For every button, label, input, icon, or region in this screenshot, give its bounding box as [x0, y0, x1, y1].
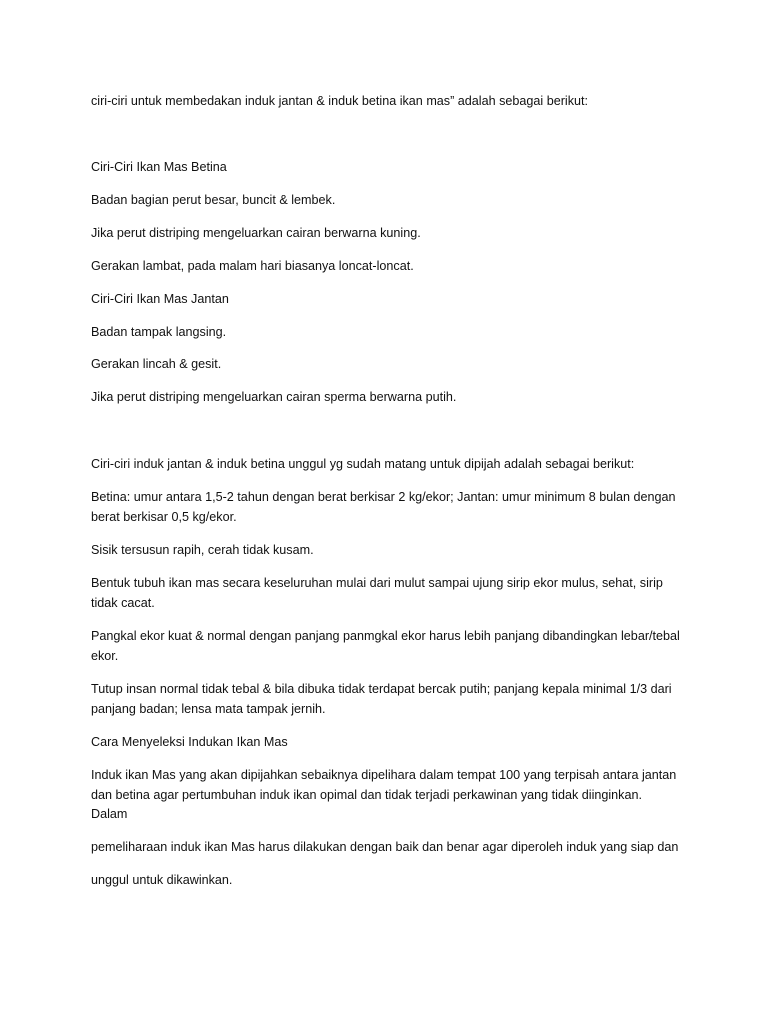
intro-paragraph: ciri-ciri untuk membedakan induk jantan & induk betina ikan mas” adalah sebagai berikut:: [91, 94, 589, 108]
jantan-heading: Ciri-Ciri Ikan Mas Jantan: [91, 292, 229, 306]
seleksi-paragraph: Induk ikan Mas yang akan dipijahkan sebaiknya dipelihara dalam tempat 100 yang terpisah antara jantan dan betina agar pertumbuhan induk ikan opimal dan tidak terjadi perkawinan yang tidak diinginkan. Dalam: [91, 768, 677, 821]
jantan-item: Jika perut distriping mengeluarkan cairan sperma berwarna putih.: [91, 390, 457, 404]
pemeliharaan-line: pemeliharaan induk ikan Mas harus dilakukan dengan baik dan benar agar diperoleh induk yang siap dan: [91, 840, 679, 854]
final-line: unggul untuk dikawinkan.: [91, 873, 233, 887]
unggul-intro: Ciri-ciri induk jantan & induk betina unggul yg sudah matang untuk dipijah adalah sebagai berikut:: [91, 457, 635, 471]
betina-heading: Ciri-Ciri Ikan Mas Betina: [91, 160, 227, 174]
betina-item: Badan bagian perut besar, buncit & lembek.: [91, 193, 336, 207]
seleksi-heading: Cara Menyeleksi Indukan Ikan Mas: [91, 735, 288, 749]
jantan-item: Gerakan lincah & gesit.: [91, 357, 222, 371]
unggul-item: Tutup insan normal tidak tebal & bila dibuka tidak terdapat bercak putih; panjang kepala minimal 1/3 dari panjang badan; lensa mata tampak jernih.: [91, 682, 672, 716]
unggul-item: Pangkal ekor kuat & normal dengan panjang panmgkal ekor harus lebih panjang dibandingkan lebar/tebal ekor.: [91, 629, 680, 663]
unggul-item: Betina: umur antara 1,5-2 tahun dengan berat berkisar 2 kg/ekor; Jantan: umur minimum 8 bulan dengan berat berkisar 0,5 kg/ekor.: [91, 490, 676, 524]
betina-item: Gerakan lambat, pada malam hari biasanya loncat-loncat.: [91, 259, 414, 273]
unggul-item: Bentuk tubuh ikan mas secara keseluruhan mulai dari mulut sampai ujung sirip ekor mulus, sehat, sirip tidak cacat.: [91, 576, 663, 610]
unggul-item: Sisik tersusun rapih, cerah tidak kusam.: [91, 543, 314, 557]
jantan-item: Badan tampak langsing.: [91, 325, 227, 339]
betina-item: Jika perut distriping mengeluarkan cairan berwarna kuning.: [91, 226, 421, 240]
